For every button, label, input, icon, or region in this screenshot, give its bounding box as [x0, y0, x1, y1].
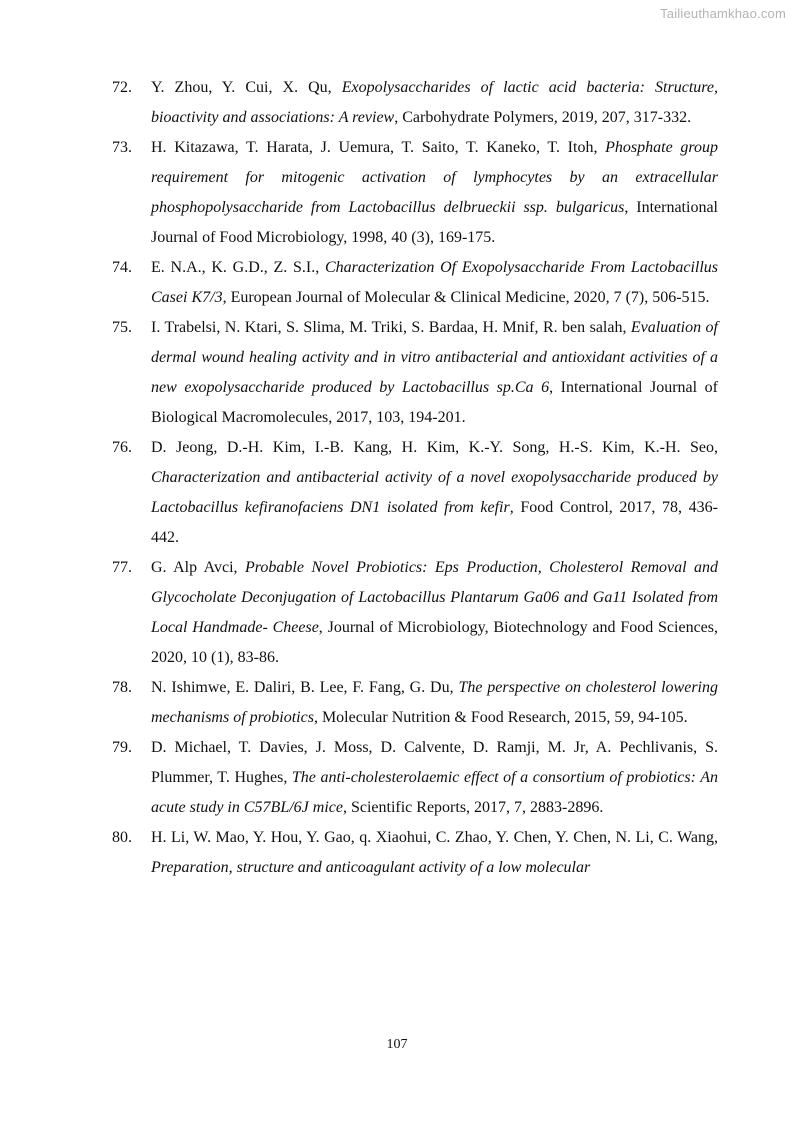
reference-source: , European Journal of Molecular & Clinical Medicine, 2020, 7 (7), 506-515.	[222, 289, 710, 306]
reference-item	[112, 313, 718, 433]
reference-authors: G. Alp Avci,	[151, 559, 245, 576]
reference-title: The perspective on cholesterol lowering mechanisms of probiotics	[151, 679, 719, 726]
reference-source: , International Journal of Food Microbiology, 1998, 40 (3), 169-175.	[151, 199, 718, 246]
reference-title: Evaluation of dermal wound healing activity and in vitro antibacterial and antioxidant activities of a new exopolysaccharide produced by Lactobacillus sp.Ca 6	[151, 319, 718, 396]
reference-source: , International Journal of Biological Macromolecules, 2017, 103, 194-201.	[151, 379, 719, 426]
reference-authors: H. Li, W. Mao, Y. Hou, Y. Gao, q. Xiaohui, C. Zhao, Y. Chen, Y. Chen, N. Li, C. Wang,	[151, 829, 718, 846]
reference-title: The anti-cholesterolaemic effect of a consortium of probiotics: An acute study in C57BL/6J mice	[151, 769, 719, 816]
reference-item	[112, 673, 718, 733]
reference-number: 73.	[112, 139, 132, 156]
reference-item	[112, 823, 718, 883]
reference-authors: D. Michael, T. Davies, J. Moss, D. Calvente, D. Ramji, M. Jr, A. Pechlivanis, S. Plummer, T. Hughes,	[151, 739, 718, 786]
reference-item	[112, 253, 718, 313]
reference-item	[112, 733, 718, 823]
reference-source: , Journal of Microbiology, Biotechnology and Food Sciences, 2020, 10 (1), 83-86.	[151, 619, 718, 666]
reference-item	[112, 133, 718, 253]
reference-title: Preparation, structure and anticoagulant activity of a low molecular	[151, 859, 591, 876]
reference-title: Characterization Of Exopolysaccharide From Lactobacillus Casei K7/3	[151, 259, 718, 306]
reference-title: Characterization and antibacterial activity of a novel exopolysaccharide produced by Lactobacillus kefiranofaciens DN1 isolated from kefir	[151, 469, 718, 516]
reference-authors: N. Ishimwe, E. Daliri, B. Lee, F. Fang, G. Du,	[151, 679, 459, 696]
page-number: 107	[386, 1037, 408, 1052]
reference-number: 74.	[112, 259, 132, 276]
reference-authors: D. Jeong, D.-H. Kim, I.-B. Kang, H. Kim, K.-Y. Song, H.-S. Kim, K.-H. Seo,	[151, 439, 718, 456]
reference-authors: I. Trabelsi, N. Ktari, S. Slima, M. Triki, S. Bardaa, H. Mnif, R. ben salah,	[151, 319, 631, 336]
reference-number: 72.	[112, 79, 132, 96]
reference-source: , Carbohydrate Polymers, 2019, 207, 317-332.	[394, 109, 692, 126]
reference-number: 78.	[112, 679, 132, 696]
reference-source: , Molecular Nutrition & Food Research, 2015, 59, 94-105.	[313, 709, 688, 726]
reference-authors: E. N.A., K. G.D., Z. S.I.,	[151, 259, 325, 276]
reference-title: Probable Novel Probiotics: Eps Production, Cholesterol Removal and Glycocholate Deconjugation of Lactobacillus Plantarum Ga06 and Ga11 Isolated from Local Handmade- Cheese	[151, 559, 719, 636]
reference-number: 75.	[112, 319, 132, 336]
reference-authors: H. Kitazawa, T. Harata, J. Uemura, T. Saito, T. Kaneko, T. Itoh,	[151, 139, 606, 156]
reference-authors: Y. Zhou, Y. Cui, X. Qu,	[151, 79, 342, 96]
reference-number: 77.	[112, 559, 132, 576]
reference-list	[112, 73, 718, 883]
reference-item	[112, 433, 718, 553]
reference-item	[112, 73, 718, 133]
reference-title: Exopolysaccharides of lactic acid bacteria: Structure, bioactivity and associations: A review	[151, 79, 719, 126]
reference-number: 79.	[112, 739, 132, 756]
reference-item	[112, 553, 718, 673]
reference-number: 76.	[112, 439, 132, 456]
reference-number: 80.	[112, 829, 132, 846]
reference-source: , Scientific Reports, 2017, 7, 2883-2896.	[342, 799, 604, 816]
reference-title: Phosphate group requirement for mitogenic activation of lymphocytes by an extracellular phosphopolysaccharide from Lactobacillus delbrueckii ssp. bulgaricus	[151, 139, 718, 216]
reference-source: , Food Control, 2017, 78, 436-442.	[151, 499, 718, 546]
watermark: Tailieuthamkhao.com	[660, 6, 786, 21]
